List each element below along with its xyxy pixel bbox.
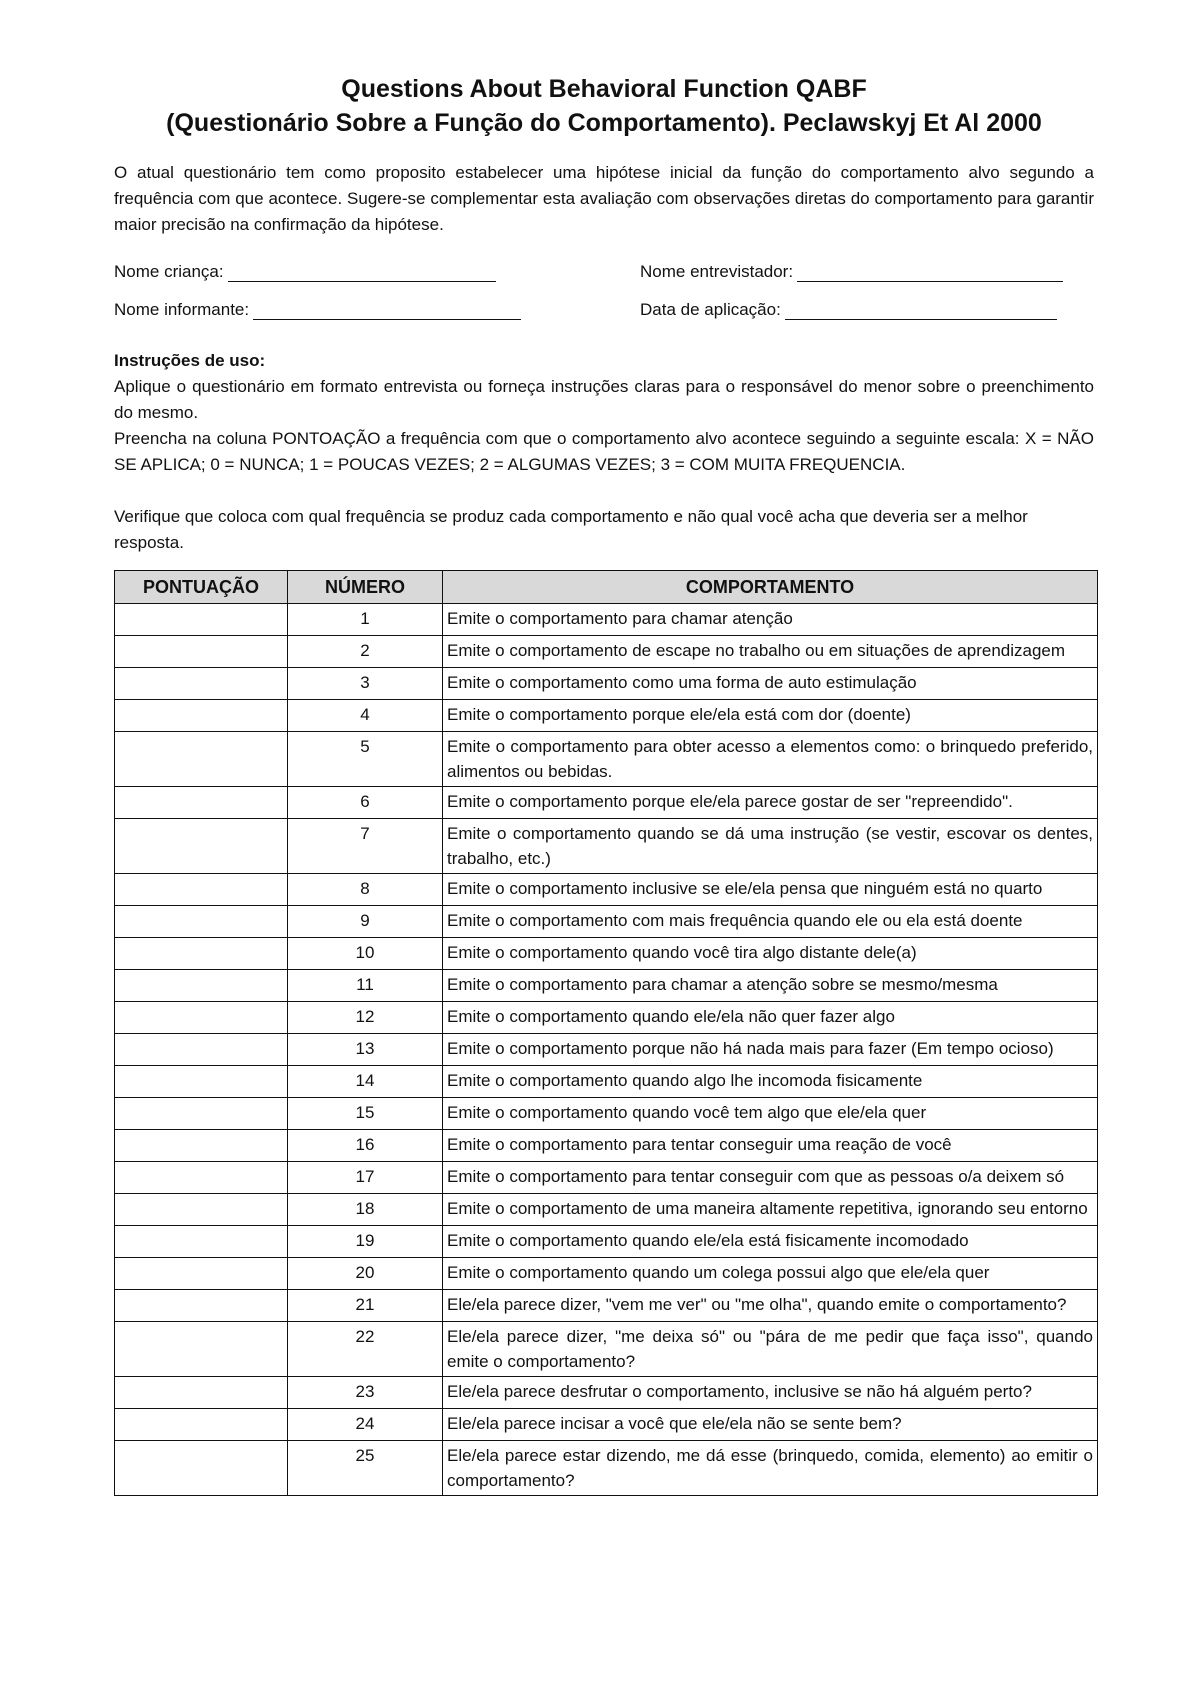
score-cell[interactable]	[115, 1409, 288, 1441]
score-cell[interactable]	[115, 1194, 288, 1226]
score-cell[interactable]	[115, 1098, 288, 1130]
score-cell[interactable]	[115, 1290, 288, 1322]
behavior-cell: Emite o comportamento como uma forma de auto estimulação	[443, 668, 1098, 700]
score-cell[interactable]	[115, 700, 288, 732]
table-row	[115, 787, 1098, 819]
number-cell: 17	[288, 1162, 443, 1194]
table-row	[115, 874, 1098, 906]
score-cell[interactable]	[115, 1162, 288, 1194]
behavior-cell: Emite o comportamento de escape no trabalho ou em situações de aprendizagem	[443, 636, 1098, 668]
score-cell[interactable]	[115, 636, 288, 668]
table-row	[115, 1098, 1098, 1130]
behavior-cell: Emite o comportamento quando um colega possui algo que ele/ela quer	[443, 1258, 1098, 1290]
table-row	[115, 668, 1098, 700]
interviewer-name-line[interactable]	[797, 263, 1063, 282]
informant-name-line[interactable]	[253, 301, 521, 320]
table-row	[115, 970, 1098, 1002]
number-cell: 9	[288, 906, 443, 938]
instructions-paragraph-1: Aplique o questionário em formato entrevista ou forneça instruções claras para o responsável do menor sobre o preenchimento do mesmo.	[114, 377, 1094, 422]
number-cell: 16	[288, 1130, 443, 1162]
score-cell[interactable]	[115, 1322, 288, 1377]
score-cell[interactable]	[115, 938, 288, 970]
table-row	[115, 604, 1098, 636]
behavior-cell: Emite o comportamento quando ele/ela está fisicamente incomodado	[443, 1226, 1098, 1258]
table-row	[115, 1002, 1098, 1034]
number-cell: 7	[288, 819, 443, 874]
table-row	[115, 732, 1098, 787]
behavior-cell: Emite o comportamento quando você tem algo que ele/ela quer	[443, 1098, 1098, 1130]
behavior-cell: Emite o comportamento porque não há nada mais para fazer (Em tempo ocioso)	[443, 1034, 1098, 1066]
behavior-cell: Emite o comportamento quando algo lhe incomoda fisicamente	[443, 1066, 1098, 1098]
behavior-cell: Emite o comportamento de uma maneira altamente repetitiva, ignorando seu entorno	[443, 1194, 1098, 1226]
behavior-cell: Emite o comportamento para chamar atenção	[443, 604, 1098, 636]
behavior-cell: Emite o comportamento para tentar conseguir uma reação de você	[443, 1130, 1098, 1162]
behavior-cell: Emite o comportamento inclusive se ele/ela pensa que ninguém está no quarto	[443, 874, 1098, 906]
table-row	[115, 1441, 1098, 1496]
behavior-cell: Emite o comportamento para obter acesso a elementos como: o brinquedo preferido, alimentos ou bebidas.	[443, 732, 1098, 787]
number-cell: 6	[288, 787, 443, 819]
child-name-label: Nome criança:	[114, 262, 224, 281]
interviewer-name-label: Nome entrevistador:	[640, 262, 794, 281]
score-cell[interactable]	[115, 1226, 288, 1258]
application-date-line[interactable]	[785, 301, 1057, 320]
score-cell[interactable]	[115, 874, 288, 906]
score-cell[interactable]	[115, 970, 288, 1002]
informant-name-label: Nome informante:	[114, 300, 250, 319]
questionnaire-table	[114, 570, 1098, 1496]
table-row	[115, 700, 1098, 732]
behavior-cell: Emite o comportamento com mais frequência quando ele ou ela está doente	[443, 906, 1098, 938]
score-cell[interactable]	[115, 906, 288, 938]
table-row	[115, 1226, 1098, 1258]
number-cell: 19	[288, 1226, 443, 1258]
behavior-cell: Ele/ela parece incisar a você que ele/ela não se sente bem?	[443, 1409, 1098, 1441]
score-cell[interactable]	[115, 1034, 288, 1066]
table-row	[115, 1409, 1098, 1441]
child-name-line[interactable]	[228, 263, 496, 282]
table-row	[115, 1258, 1098, 1290]
behavior-cell: Ele/ela parece desfrutar o comportamento, inclusive se não há alguém perto?	[443, 1377, 1098, 1409]
instructions-paragraph-3: Verifique que coloca com qual frequência se produz cada comportamento e não qual você acha que deveria ser a melhor resposta.	[114, 507, 1028, 552]
number-cell: 23	[288, 1377, 443, 1409]
table-row	[115, 1290, 1098, 1322]
number-cell: 22	[288, 1322, 443, 1377]
table-row	[115, 1377, 1098, 1409]
number-cell: 2	[288, 636, 443, 668]
score-cell[interactable]	[115, 819, 288, 874]
table-row	[115, 906, 1098, 938]
number-cell: 10	[288, 938, 443, 970]
score-cell[interactable]	[115, 787, 288, 819]
number-cell: 4	[288, 700, 443, 732]
intro-paragraph: O atual questionário tem como proposito estabelecer uma hipótese inicial da função do comportamento alvo segundo a frequência com que acontece. Sugere-se complementar esta avaliação com observações diretas do comportamento para garantir maior precisão na confirmação da hipótese.	[114, 163, 1094, 234]
number-cell: 25	[288, 1441, 443, 1496]
table-row	[115, 1162, 1098, 1194]
application-date-field[interactable]	[640, 294, 1057, 320]
number-cell: 15	[288, 1098, 443, 1130]
score-cell[interactable]	[115, 1002, 288, 1034]
number-cell: 24	[288, 1409, 443, 1441]
behavior-cell: Emite o comportamento quando se dá uma instrução (se vestir, escovar os dentes, trabalho, etc.)	[443, 819, 1098, 874]
table-header-row	[115, 571, 1098, 604]
title-line-1: Questions About Behavioral Function QABF	[341, 75, 867, 103]
document-page	[114, 0, 1094, 1496]
informant-name-field[interactable]	[114, 294, 521, 320]
table-row	[115, 938, 1098, 970]
form-fields	[114, 252, 1094, 328]
behavior-cell: Emite o comportamento quando você tira algo distante dele(a)	[443, 938, 1098, 970]
table-row	[115, 819, 1098, 874]
number-cell: 12	[288, 1002, 443, 1034]
behavior-cell: Emite o comportamento quando ele/ela não quer fazer algo	[443, 1002, 1098, 1034]
number-cell: 1	[288, 604, 443, 636]
number-cell: 20	[288, 1258, 443, 1290]
score-cell[interactable]	[115, 1066, 288, 1098]
child-name-field[interactable]	[114, 256, 496, 282]
application-date-label: Data de aplicação:	[640, 300, 781, 319]
number-cell: 5	[288, 732, 443, 787]
instructions-heading: Instruções de uso:	[114, 351, 266, 370]
header-score: PONTUAÇÃO	[115, 571, 288, 604]
header-number: NÚMERO	[288, 571, 443, 604]
title-line-2: (Questionário Sobre a Função do Comportamento). Peclawskyj Et Al 2000	[166, 109, 1042, 137]
table-row	[115, 636, 1098, 668]
interviewer-name-field[interactable]	[640, 256, 1063, 282]
header-behavior: COMPORTAMENTO	[443, 571, 1098, 604]
table-row	[115, 1130, 1098, 1162]
score-cell[interactable]	[115, 732, 288, 787]
number-cell: 18	[288, 1194, 443, 1226]
score-cell[interactable]	[115, 604, 288, 636]
behavior-cell: Emite o comportamento porque ele/ela está com dor (doente)	[443, 700, 1098, 732]
score-cell[interactable]	[115, 1441, 288, 1496]
number-cell: 8	[288, 874, 443, 906]
behavior-cell: Emite o comportamento para tentar conseguir com que as pessoas o/a deixem só	[443, 1162, 1098, 1194]
score-cell[interactable]	[115, 1130, 288, 1162]
score-cell[interactable]	[115, 1258, 288, 1290]
number-cell: 21	[288, 1290, 443, 1322]
number-cell: 3	[288, 668, 443, 700]
behavior-cell: Emite o comportamento para chamar a atenção sobre se mesmo/mesma	[443, 970, 1098, 1002]
table-row	[115, 1322, 1098, 1377]
document-title	[114, 72, 1094, 140]
behavior-cell: Ele/ela parece dizer, "me deixa só" ou "pára de me pedir que faça isso", quando emite o comportamento?	[443, 1322, 1098, 1377]
number-cell: 14	[288, 1066, 443, 1098]
behavior-cell: Emite o comportamento porque ele/ela parece gostar de ser "repreendido".	[443, 787, 1098, 819]
table-row	[115, 1034, 1098, 1066]
behavior-cell: Ele/ela parece estar dizendo, me dá esse (brinquedo, comida, elemento) ao emitir o comportamento?	[443, 1441, 1098, 1496]
table-body	[115, 604, 1098, 1496]
score-cell[interactable]	[115, 668, 288, 700]
instructions-paragraph-2: Preencha na coluna PONTOAÇÃO a frequência com que o comportamento alvo acontece seguindo a seguinte escala: X = NÃO SE APLICA; 0 = NUNCA; 1 = POUCAS VEZES; 2 = ALGUMAS VEZES; 3 = COM MUITA FREQUENCIA.	[114, 429, 1094, 474]
number-cell: 13	[288, 1034, 443, 1066]
table-row	[115, 1066, 1098, 1098]
score-cell[interactable]	[115, 1377, 288, 1409]
table-row	[115, 1194, 1098, 1226]
number-cell: 11	[288, 970, 443, 1002]
behavior-cell: Ele/ela parece dizer, "vem me ver" ou "me olha", quando emite o comportamento?	[443, 1290, 1098, 1322]
